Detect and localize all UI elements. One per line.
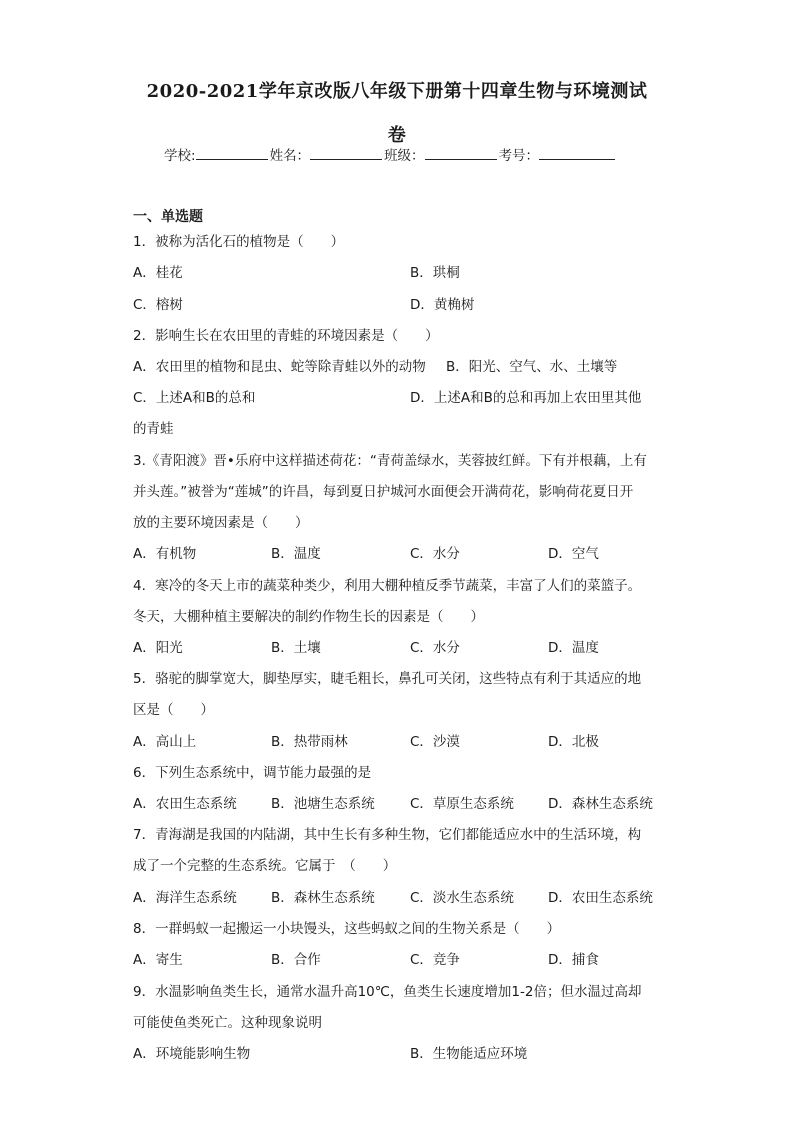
q6-stem: 6．下列生态系统中，调节能力最强的是 [133, 765, 372, 781]
q4-stem-2: 冬天，大棚种植主要解决的制约作物生长的因素是（ ） [133, 609, 484, 625]
class-label: 班级： [384, 148, 425, 164]
q8-option-b[interactable]: B．合作 [271, 952, 321, 968]
q5-stem-1: 5．骆驼的脚掌宽大，脚垫厚实，睫毛粗长，鼻孔可关闭，这些特点有利于其适应的地 [133, 671, 642, 687]
q5-stem-2: 区是（ ） [133, 702, 214, 718]
school-label: 学校: [164, 148, 196, 164]
q4-option-b[interactable]: B．土壤 [271, 640, 321, 656]
q5-option-a[interactable]: A．高山上 [133, 734, 197, 750]
q4-stem-1: 4．寒冷的冬天上市的蔬菜种类少，利用大棚种植反季节蔬菜，丰富了人们的菜篮子。 [133, 578, 642, 594]
q4-option-c[interactable]: C．水分 [410, 640, 460, 656]
q1-option-c[interactable]: C．榕树 [133, 297, 183, 313]
q9-option-a[interactable]: A．环境能影响生物 [133, 1046, 251, 1062]
q6-option-b[interactable]: B．池塘生态系统 [271, 796, 375, 812]
section-heading: 一、单选题 [133, 209, 203, 225]
q3-option-c[interactable]: C．水分 [410, 546, 460, 562]
q8-option-d[interactable]: D．捕食 [548, 952, 599, 968]
title-line-1: 2020-2021学年京改版八年级下册第十四章生物与环境测试 [146, 81, 648, 102]
student-info-row [164, 145, 617, 166]
q6-option-a[interactable]: A．农田生态系统 [133, 796, 237, 812]
q8-option-c[interactable]: C．竞争 [410, 952, 460, 968]
q5-option-b[interactable]: B．热带雨林 [271, 734, 348, 750]
name-label: 姓名： [269, 148, 311, 164]
number-blank[interactable] [539, 145, 615, 160]
q7-stem-1: 7．青海湖是我国的内陆湖，其中生长有多种生物，它们都能适应水中的生活环境，构 [133, 827, 642, 843]
q2-option-a[interactable]: A．农田里的植物和昆虫、蛇等除青蛙以外的动物 [133, 359, 426, 375]
name-blank[interactable] [310, 145, 382, 160]
q1-stem: 1．被称为活化石的植物是（ ） [133, 234, 345, 250]
q1-option-b[interactable]: B．珙桐 [410, 265, 460, 281]
q7-option-b[interactable]: B．森林生态系统 [271, 890, 375, 906]
q2-option-b[interactable]: B．阳光、空气、水、土壤等 [446, 359, 618, 375]
school-blank[interactable] [196, 145, 268, 160]
q7-stem-2: 成了一个完整的生态系统。它属于 （ ） [133, 858, 397, 874]
q5-option-c[interactable]: C．沙漠 [410, 734, 460, 750]
q4-option-d[interactable]: D．温度 [548, 640, 599, 656]
q2-option-d[interactable]: D．上述A和B的总和再加上农田里其他 [410, 390, 642, 406]
q3-stem-3: 放的主要环境因素是（ ） [133, 515, 309, 531]
q2-option-d-cont: 的青蛙 [133, 421, 174, 437]
q2-stem: 2．影响生长在农田里的青蛙的环境因素是（ ） [133, 328, 439, 344]
q7-option-c[interactable]: C．淡水生态系统 [410, 890, 514, 906]
q4-option-a[interactable]: A．阳光 [133, 640, 183, 656]
q5-option-d[interactable]: D．北极 [548, 734, 599, 750]
q2-option-c[interactable]: C．上述A和B的总和 [133, 390, 256, 406]
q9-stem-2: 可能使鱼类死亡。这种现象说明 [133, 1015, 322, 1031]
q3-option-b[interactable]: B．温度 [271, 546, 321, 562]
q6-option-d[interactable]: D．森林生态系统 [548, 796, 653, 812]
title-line-2: 卷 [387, 125, 407, 146]
class-blank[interactable] [425, 145, 497, 160]
q1-option-d[interactable]: D．黄桷树 [410, 297, 475, 313]
q7-option-a[interactable]: A．海洋生态系统 [133, 890, 237, 906]
q3-stem-1: 3.《青阳渡》晋•乐府中这样描述荷花：“青荷盖绿水，芙蓉披红鲜。下有并根藕，上有 [133, 453, 647, 469]
q3-option-a[interactable]: A．有机物 [133, 546, 197, 562]
q3-option-d[interactable]: D．空气 [548, 546, 599, 562]
q3-stem-2: 并头莲。”被誉为“莲城”的许昌，每到夏日护城河水面便会开满荷花，影响荷花夏日开 [133, 484, 634, 500]
q6-option-c[interactable]: C．草原生态系统 [410, 796, 514, 812]
q7-option-d[interactable]: D．农田生态系统 [548, 890, 653, 906]
q9-option-b[interactable]: B．生物能适应环境 [410, 1046, 528, 1062]
q8-option-a[interactable]: A．寄生 [133, 952, 183, 968]
number-label: 考号： [498, 148, 540, 164]
q9-stem-1: 9．水温影响鱼类生长，通常水温升高10℃，鱼类生长速度增加1-2倍；但水温过高却 [133, 984, 642, 1000]
q1-option-a[interactable]: A．桂花 [133, 265, 183, 281]
q8-stem: 8．一群蚂蚁一起搬运一小块馒头，这些蚂蚁之间的生物关系是（ ） [133, 921, 561, 937]
